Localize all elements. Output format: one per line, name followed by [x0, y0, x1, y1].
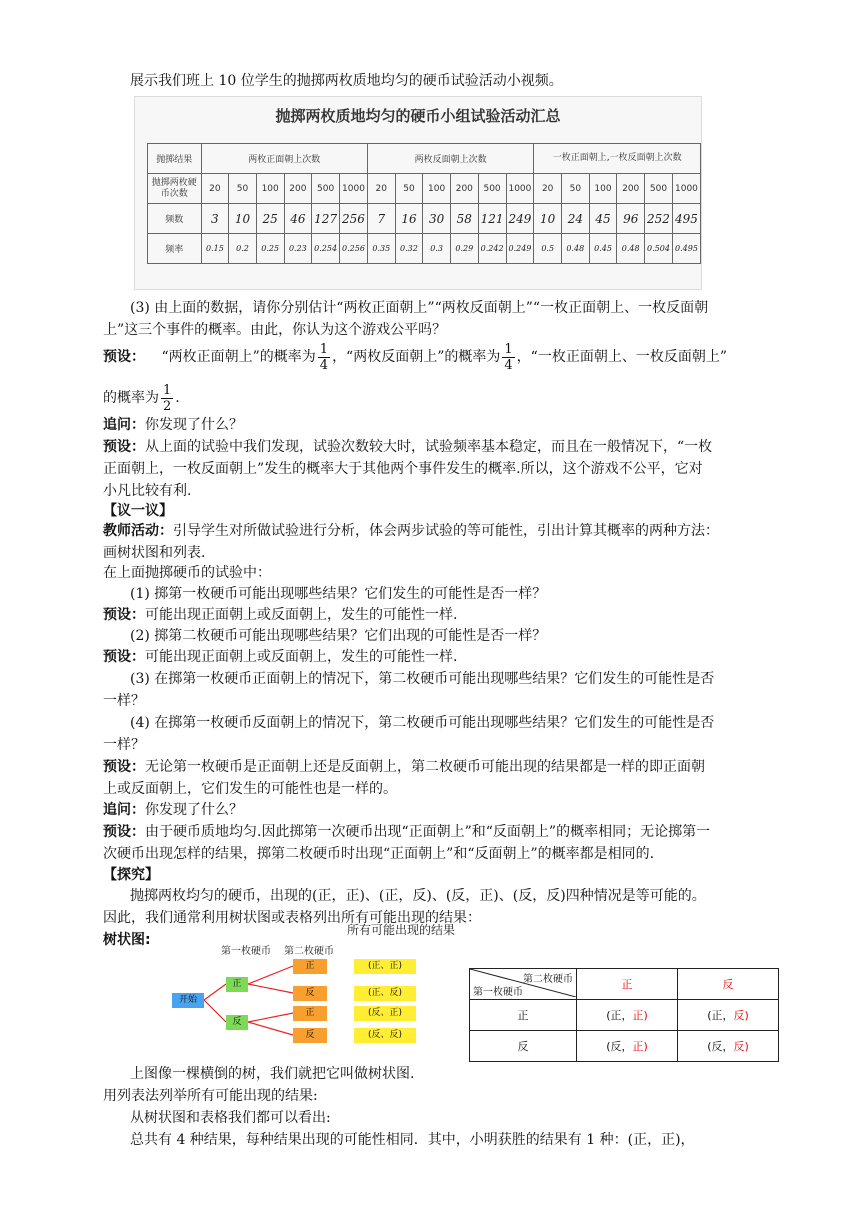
- table-cell: 50: [395, 174, 423, 204]
- fraction-den: 4: [504, 357, 513, 373]
- group-header: 一枚正面朝上,一枚反面朝上次数: [534, 144, 701, 174]
- table-cell: 0.5: [534, 234, 562, 264]
- table-cell: 127: [312, 204, 340, 234]
- table-cell: 20: [534, 174, 562, 204]
- fraction-num: 1: [319, 341, 329, 357]
- table-cell: 200: [617, 174, 645, 204]
- table-cell: 0.249: [506, 234, 534, 264]
- row-header: 正: [470, 1000, 577, 1031]
- table-cell: [577, 1000, 678, 1031]
- preset-q34-line2: 上或反面朝上，它们发生的可能性也是一样的。: [103, 781, 397, 797]
- cell-second: 正): [632, 1009, 648, 1022]
- table-cell: 0.254: [312, 234, 340, 264]
- header-first-coin: 第一枚硬币: [473, 987, 523, 998]
- table-cell: 0.23: [284, 234, 312, 264]
- ask-1: [103, 414, 763, 436]
- table-cell: 495: [672, 204, 700, 234]
- explore-heading: 【探究】: [103, 867, 159, 883]
- preset-label: 预设：: [103, 824, 145, 840]
- ask-text: 你发现了什么？: [145, 417, 243, 433]
- table-row: [148, 204, 701, 234]
- tree-result: (正、正): [354, 959, 416, 974]
- tree-second-node: 正: [293, 1006, 327, 1021]
- preset-2-line2: 正面朝上，一枚反面朝上”发生的概率大于其他两个事件发生的概率.所以，这个游戏不公平，它对: [103, 461, 703, 477]
- table-cell: 500: [645, 174, 673, 204]
- see-text: 从树状图和表格我们都可以看出:: [130, 1110, 331, 1126]
- teacher-label: 教师活动：: [103, 523, 173, 539]
- diagonal-header: [470, 969, 577, 1000]
- table-row: [148, 234, 701, 264]
- table-cell: 10: [229, 204, 257, 234]
- tree-label: 树状图:: [103, 932, 151, 948]
- question-3b-line2: 一样？: [103, 693, 145, 709]
- table-cell: 1000: [506, 174, 534, 204]
- table-cell: 100: [589, 174, 617, 204]
- table-cell: 50: [561, 174, 589, 204]
- tree-col2-label: 第二枚硬币: [284, 946, 334, 957]
- explore-line1: 抛掷两枚均匀的硬币，出现的(正，正)、(正，反)、(反，正)、(反，反)四种情况是等可能的。: [130, 888, 706, 904]
- table-row: [148, 174, 701, 204]
- preset-1-part-d: 的概率为: [103, 390, 159, 406]
- table-cell: 25: [256, 204, 284, 234]
- preset-label: 预设：: [103, 649, 145, 665]
- cell-second: 反): [733, 1040, 749, 1053]
- preset-text: 可能出现正面朝上或反面朝上，发生的可能性一样.: [145, 607, 458, 623]
- question-3-line2: 上”这三个事件的概率。由此，你认为这个游戏公平吗？: [103, 322, 447, 338]
- fraction-num: 1: [163, 382, 172, 398]
- preset-label: 预设：: [103, 759, 145, 775]
- table-cell: 50: [229, 174, 257, 204]
- group-header: 两枚反面朝上次数: [367, 144, 533, 174]
- question-4b-line2: 一样？: [103, 737, 145, 753]
- table-cell: 500: [312, 174, 340, 204]
- table-cell: 30: [423, 204, 451, 234]
- tree-result: (反、正): [354, 1006, 416, 1021]
- tree-title: 所有可能出现的结果: [347, 923, 456, 937]
- ask-label: 追问：: [103, 417, 145, 433]
- discuss-heading: 【议一议】: [103, 503, 173, 519]
- table-row: [470, 1000, 779, 1031]
- table-cell: 0.15: [201, 234, 229, 264]
- fraction-one-quarter: [318, 342, 330, 373]
- table-cell: 200: [284, 174, 312, 204]
- table-cell: 0.32: [395, 234, 423, 264]
- preset-text: 可能出现正面朝上或反面朝上，发生的可能性一样.: [145, 649, 458, 665]
- table-cell: 45: [589, 204, 617, 234]
- tree-description: 上图像一棵横倒的树，我们就把它叫做树状图.: [130, 1066, 415, 1082]
- tree-second-node: 正: [293, 959, 327, 974]
- table-cell: 46: [284, 204, 312, 234]
- tree-start-node: 开始: [172, 993, 204, 1008]
- intro-2: 在上面抛掷硬币的试验中：: [103, 565, 271, 581]
- table-cell: 0.45: [589, 234, 617, 264]
- cell-first: (正，: [707, 1009, 734, 1022]
- table-cell: 252: [645, 204, 673, 234]
- table-cell: 249: [506, 204, 534, 234]
- table-cell: 100: [256, 174, 284, 204]
- explore-line2: 因此，我们通常利用树状图或表格列出所有可能出现的结果：: [103, 910, 481, 926]
- cell-first: (反，: [606, 1040, 633, 1053]
- fraction-num: 1: [504, 341, 513, 357]
- fraction-one-quarter: [502, 342, 514, 373]
- preset-1: [103, 339, 763, 375]
- table-cell: 1000: [672, 174, 700, 204]
- row-label-rate: 频率: [148, 234, 202, 264]
- fraction-one-half: [161, 383, 173, 414]
- question-2: (2) 掷第二枚硬币可能出现哪些结果？它们出现的可能性是否一样？: [130, 628, 547, 644]
- preset-text: 从上面的试验中我们发现，试验次数较大时，试验频率基本稳定，而且在一般情况下，“一枚: [145, 439, 713, 455]
- ask-label: 追问：: [103, 802, 145, 818]
- table-row: [470, 1031, 779, 1062]
- outcome-table: [469, 968, 779, 1062]
- teacher-activity-line2: 画树状图和列表.: [103, 545, 206, 561]
- tree-col1-label: 第一枚硬币: [221, 946, 271, 957]
- header-second-coin: 第二枚硬币: [523, 974, 573, 985]
- preset-2-line1: [103, 436, 763, 458]
- table-cell: 0.48: [561, 234, 589, 264]
- fraction-den: 2: [163, 398, 172, 414]
- column-header: 反: [678, 969, 779, 1000]
- table-cell: 0.504: [645, 234, 673, 264]
- cell-second: 正): [632, 1040, 648, 1053]
- ask-2: [103, 799, 763, 821]
- table-cell: 24: [561, 204, 589, 234]
- preset-1-part-c: ，“一枚正面朝上、一枚反面朝上”: [516, 349, 727, 365]
- table-cell: 0.48: [617, 234, 645, 264]
- table-cell: 0.25: [256, 234, 284, 264]
- table-cell: 0.29: [450, 234, 478, 264]
- table-cell: 200: [450, 174, 478, 204]
- preset-2-line3: 小凡比较有利.: [103, 483, 192, 499]
- table-cell: 7: [367, 204, 395, 234]
- table-row: [148, 144, 701, 174]
- table-cell: 0.35: [367, 234, 395, 264]
- tree-diagram: [168, 918, 458, 1053]
- tree-result: (正、反): [354, 986, 416, 1001]
- scan-table: [147, 143, 701, 264]
- table-cell: 121: [478, 204, 506, 234]
- table-cell: 20: [367, 174, 395, 204]
- table-cell: 256: [340, 204, 368, 234]
- table-cell: 100: [423, 174, 451, 204]
- fraction-den: 4: [319, 357, 329, 373]
- table-cell: [577, 1031, 678, 1062]
- preset-3-line1: [103, 821, 763, 843]
- cell-first: (反，: [707, 1040, 734, 1053]
- question-4b-line1: (4) 在掷第一枚硬币反面朝上的情况下，第二枚硬币可能出现哪些结果？它们发生的可能性是否: [130, 715, 715, 731]
- trial-summary-scan: [134, 96, 702, 290]
- column-header: 正: [577, 969, 678, 1000]
- table-cell: 96: [617, 204, 645, 234]
- ask-text: 你发现了什么？: [145, 802, 243, 818]
- group-header: 两枚正面朝上次数: [201, 144, 367, 174]
- table-cell: 0.242: [478, 234, 506, 264]
- preset-q2: [103, 646, 763, 668]
- cell-second: 反): [733, 1009, 749, 1022]
- table-cell: 0.3: [423, 234, 451, 264]
- question-3b-line1: (3) 在掷第一枚硬币正面朝上的情况下，第二枚硬币可能出现哪些结果？它们发生的可能性是否: [130, 671, 715, 687]
- table-cell: 20: [201, 174, 229, 204]
- row-header: 反: [470, 1031, 577, 1062]
- intro-text: 展示我们班上 10 位学生的抛掷两枚质地均匀的硬币试验活动小视频。: [130, 73, 563, 89]
- tree-second-node: 反: [293, 1028, 327, 1043]
- last-text: 总共有 4 种结果，每种结果出现的可能性相同．其中，小明获胜的结果有 1 种：(正，正)，: [130, 1132, 695, 1148]
- preset-3-line2: 次硬币出现怎样的结果，掷第二枚硬币时出现“正面朝上”和“反面朝上”的概率都是相同的.: [103, 846, 655, 862]
- table-cell: 16: [395, 204, 423, 234]
- question-3-line1: (3) 由上面的数据，请你分别估计“两枚正面朝上”“两枚反面朝上”“一枚正面朝上、一枚反面朝: [130, 300, 709, 316]
- table-cell: 500: [478, 174, 506, 204]
- table-cell: 1000: [340, 174, 368, 204]
- scan-title: 抛掷两枚质地均匀的硬币小组试验活动汇总: [275, 107, 561, 125]
- preset-label: 预设：: [103, 607, 145, 623]
- tree-first-heads: 正: [226, 977, 248, 992]
- question-1: (1) 掷第一枚硬币可能出现哪些结果？它们发生的可能性是否一样？: [130, 586, 547, 602]
- table-cell: [678, 1031, 779, 1062]
- preset-1-part-b: ，“两枚反面朝上”的概率为: [332, 349, 501, 365]
- list-description: 用列表法列举所有可能出现的结果:: [103, 1088, 318, 1104]
- table-cell: 58: [450, 204, 478, 234]
- table-cell: 0.256: [340, 234, 368, 264]
- teacher-text: 引导学生对所做试验进行分析，体会两步试验的等可能性，引出计算其概率的两种方法：: [173, 523, 719, 539]
- table-cell: 10: [534, 204, 562, 234]
- teacher-activity: [103, 520, 763, 542]
- table-cell: 3: [201, 204, 229, 234]
- row-label-result: 抛掷结果: [148, 144, 202, 174]
- preset-q1: [103, 604, 763, 626]
- preset-1-cont: 的概率为 $\frac{1}{2}$ .: [103, 382, 180, 414]
- tree-result: (反、反): [354, 1028, 416, 1043]
- preset-q34: [103, 756, 763, 778]
- row-label-times: 抛掷两枚硬币次数: [148, 174, 202, 204]
- table-cell: 0.495: [672, 234, 700, 264]
- cell-first: (正，: [606, 1009, 633, 1022]
- tree-second-node: 反: [293, 986, 327, 1001]
- preset-1-part-a: “两枚正面朝上”的概率为: [161, 349, 316, 365]
- table-cell: [678, 1000, 779, 1031]
- preset-text: 由于硬币质地均匀.因此掷第一次硬币出现“正面朝上”和“反面朝上”的概率相同；无论掷第一: [145, 824, 711, 840]
- tree-first-tails: 反: [226, 1015, 248, 1030]
- row-label-freq: 频数: [148, 204, 202, 234]
- preset-text: 无论第一枚硬币是正面朝上还是反面朝上，第二枚硬币可能出现的结果都是一样的即正面朝: [145, 759, 705, 775]
- preset-label: 预设：: [103, 439, 145, 455]
- table-row: [470, 969, 779, 1000]
- preset-label: 预设：: [103, 349, 145, 365]
- table-cell: 0.2: [229, 234, 257, 264]
